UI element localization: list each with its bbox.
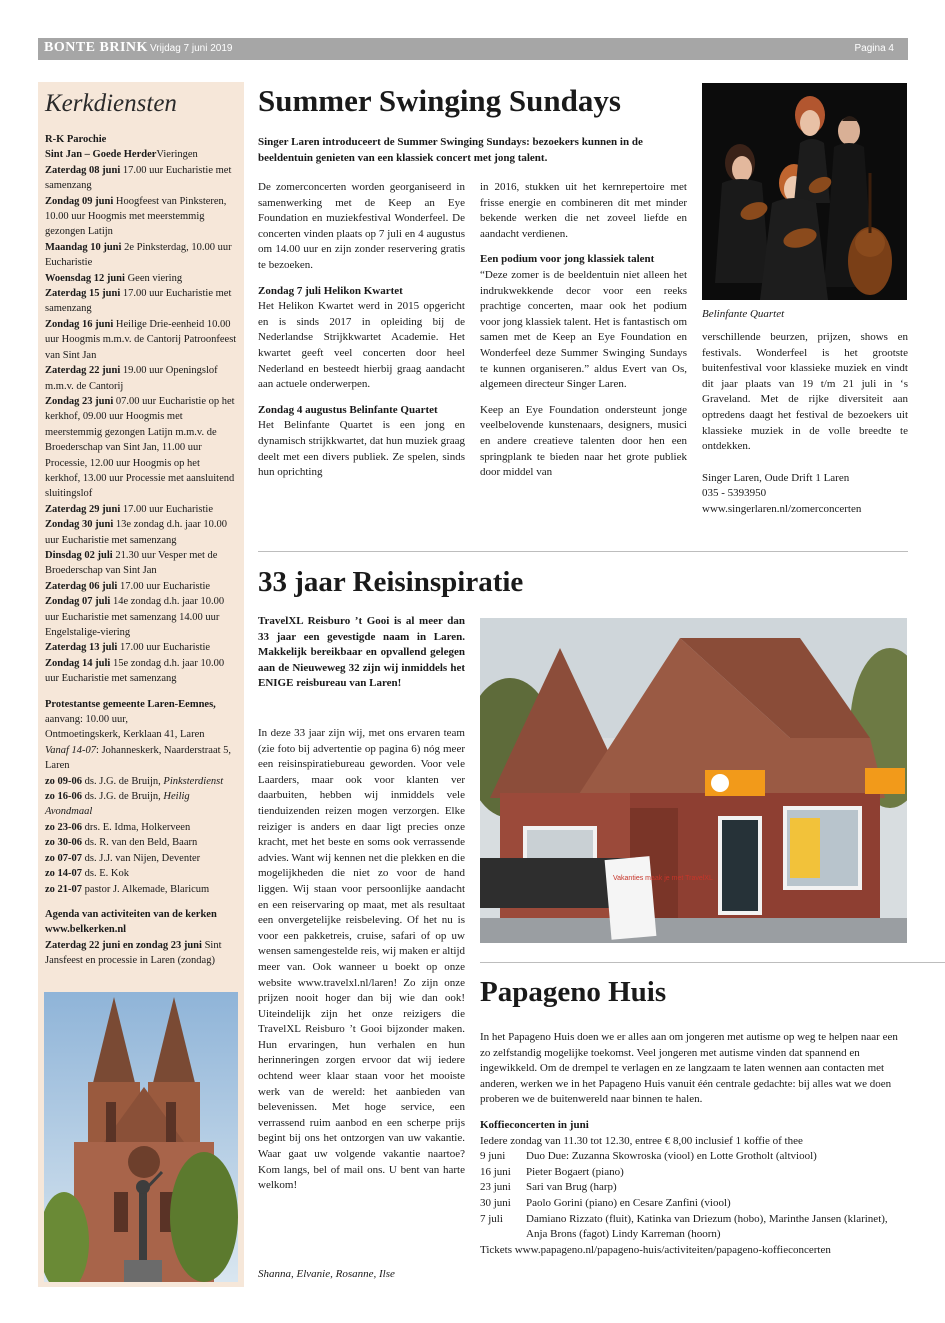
concert-row: [480, 1165, 908, 1181]
rk-service-text: 17.00 uur Eucharistie met samenzang: [45, 164, 232, 192]
rk-service-item: [45, 163, 237, 194]
rk-service-date: Woensdag 12 juni: [45, 272, 125, 284]
prot-service-list: [45, 774, 237, 897]
rk-service-item: [45, 240, 237, 271]
article2-lead: TravelXL Reisburo ’t Gooi is al meer dan 33 jaar een gevestigde naam in Laren. Makkelijk bereikbaar en opvallend gelegen aan de Nieuweweg 32 zijn wij inmiddels het ENIGE reisbureau van Laren!: [258, 615, 465, 690]
contact-block: [702, 471, 908, 518]
rk-service-item: [45, 517, 237, 548]
rk-service-date: Zaterdag 22 juni: [45, 365, 121, 377]
concert-list: [480, 1149, 908, 1243]
concert-date: 9 juni: [480, 1150, 506, 1163]
article1-paragraph-text: in 2016, stukken uit het kernrepertoire met frisse energie en combineren dit met minder bekende werken die net zoveel liefde en aandacht verdienen.: [480, 181, 687, 240]
rk-service-item: [45, 271, 237, 286]
article1-column-1: [258, 180, 465, 491]
prot-line: Ontmoetingskerk, Kerklaan 41, Laren: [45, 729, 205, 741]
church-photo: [44, 992, 238, 1282]
rk-heading: R-K Parochie: [45, 134, 107, 145]
rk-service-text: Hoogfeest van Pinksteren, 10.00 uur Hoogmis met meerstemmig gezongen Latijn: [45, 195, 227, 238]
prot-service-text: drs. E. Idma, Holkerveen: [82, 821, 191, 833]
rk-service-date: Zaterdag 08 juni: [45, 164, 121, 176]
article3-body: [480, 1030, 908, 1258]
prot-service-item: [45, 820, 237, 835]
prot-heading: Protestantse gemeente Laren-Eemnes,: [45, 698, 216, 710]
rk-service-item: [45, 502, 237, 517]
article3-title: Papageno Huis: [480, 976, 667, 1008]
prot-service-item: [45, 851, 237, 866]
rk-service-text: 17.00 uur Eucharistie: [117, 580, 211, 592]
rk-services: [45, 132, 237, 687]
rk-service-text: 2e Pinksterdag, 10.00 uur Eucharistie: [45, 241, 232, 269]
rk-service-item: [45, 394, 237, 502]
agenda-heading: Agenda van activiteiten van de kerken: [45, 908, 217, 920]
sidebar-title: Kerkdiensten: [45, 90, 177, 117]
rk-service-item: [45, 640, 237, 655]
rk-service-date: Zondag 09 juni: [45, 195, 114, 207]
article2-signature: Shanna, Elvanie, Rosanne, Ilse: [258, 1268, 395, 1280]
rk-service-date: Zondag 07 juli: [45, 596, 111, 608]
article1-lead: Singer Laren introduceert de Summer Swinging Sundays: bezoekers kunnen in de beeldentuin genieten van een klassiek concert met jong talent.: [258, 136, 643, 164]
article1-paragraph: [258, 284, 465, 393]
rk-service-item: [45, 286, 237, 317]
prot-service-date: zo 14-07: [45, 868, 83, 880]
rk-service-text: 17.00 uur Eucharistie: [120, 503, 213, 515]
concert-date: 23 juni: [480, 1181, 511, 1194]
article1-paragraph-text: Keep an Eye Foundation ondersteunt jonge veelbelovende kunstenaars, designers, musici en andere creatieve talenten door hen een springplank te bieden naar het grote publiek door middel van: [480, 403, 687, 479]
rk-service-item: [45, 594, 237, 640]
prot-service-text: pastor J. Alkemade, Blaricum: [82, 883, 210, 895]
concert-performers: Paolo Gorini (piano) en Cesare Zanfini (viool): [526, 1196, 731, 1209]
rk-service-date: Zondag 14 juli: [45, 657, 111, 669]
rk-service-item: [45, 363, 237, 394]
concert-date: 7 juli: [480, 1212, 503, 1225]
concert-date: 16 juni: [480, 1165, 511, 1178]
prot-service-date: zo 21-07: [45, 883, 83, 895]
protestant-services: [45, 697, 237, 897]
article1-subheading: Zondag 7 juli Helikon Kwartet: [258, 284, 403, 297]
agenda-block: [45, 907, 237, 969]
contact-address: Singer Laren, Oude Drift 1 Laren: [702, 471, 850, 484]
rk-service-date: Dinsdag 02 juli: [45, 549, 113, 561]
contact-phone: 035 - 5393950: [702, 487, 767, 500]
prot-service-item: [45, 835, 237, 850]
prot-service-note: Heilig Avondmaal: [45, 791, 190, 818]
concert-performers: Sari van Brug (harp): [526, 1181, 617, 1194]
rk-service-text: 19.00 uur Openingslof m.m.v. de Cantorij: [45, 365, 218, 392]
prot-service-note: Pinksterdienst: [163, 775, 224, 787]
rk-service-text: 17.00 uur Eucharistie: [117, 642, 211, 654]
rk-service-text: 13e zondag d.h. jaar 10.00 uur Eucharistie met samenzang: [45, 519, 227, 546]
rk-church-rest: Vieringen: [156, 149, 198, 161]
prot-service-date: zo 23-06: [45, 821, 83, 833]
concerts-heading: Koffieconcerten in juni: [480, 1118, 589, 1131]
article1-paragraph: [480, 252, 687, 392]
rk-service-item: [45, 579, 237, 594]
article2-body: In deze 33 jaar zijn wij, met ons ervaren team (zie foto bij advertentie op pagina 6) nóg meer een reisinspiratiebureau geworden. Voor vele Laarders, maar ook voor klanten ver daarbuiten, hebben wij inmiddels vele tienduizenden reizen mogen verzorgen. Elke reiziger is anders en daar ligt precies onze kracht, met het beste en soms ook verrassende advies. Want wij kennen net die plekken en die mogelijkheden die niet zo voor de hand liggen. Wij staan voor persoonlijke aandacht en een reiservaring op maat, met als resultaat een onvergetelijke reisbeleving. Of het nu is voor een pakketreis, cruise, safari of op uw wensen samengestelde reis, wij maken er altijd meer van. Ook wanneer u boekt op onze website www.travelxl.nl/laren! Zo zijn onze prijzen nooit hoger dan bij wie dan ook! Uiteindelijk zijn het onze reizigers die TravelXL Reisburo ’t Gooi bijzonder maken. Hun ervaringen, hun verhalen en hun herinneringen zorgen ervoor dat wij iedere ochtend weer klaar staan voor het mooiste werk van de wereld: het aanbieden van belevenissen. Met hoge service, een verrassend ruim aanbod en een scherpe prijs begint bij ons het ontzorgen van uw vakantie. Waar gaat uw volgende vakantie naartoe? Kom langs, bel of mail ons. U bent van harte welkom!: [258, 727, 465, 1192]
concert-row: [480, 1149, 908, 1165]
prot-service-text: ds. J.G. de Bruijn,: [82, 791, 164, 803]
prot-service-item: [45, 866, 237, 881]
concert-row: [480, 1212, 908, 1243]
prot-vanaf-text: : Johanneskerk, Naarderstraat 5, Laren: [45, 744, 232, 772]
photo-caption: Belinfante Quartet: [702, 308, 785, 320]
article1-subheading: Een podium voor jong klassiek talent: [480, 253, 655, 266]
rk-service-text: 14e zondag d.h. jaar 10.00 uur Eucharistie met samenzang 14.00 uur Engelstalige-viering: [45, 596, 225, 638]
article1-paragraph-text: “Deze zomer is de beeldentuin niet alleen het indrukwekkende decor voor een reeks prachtige concerten, maar ook het podium voor jong klassiek talent. Het is fantastisch om samen met de Keep an Eye Foundation en Wonderfeel deze Summer Swinging Sundays te kunnen organiseren.” aldus Evert van Os, algemeen directeur Singer Laren.: [480, 268, 687, 391]
article1-column-2: [480, 180, 687, 491]
shop-sign-text: Vakanties maak je met TravelXL: [613, 875, 713, 882]
article1-paragraph-text: Het Belinfante Quartet is een jong en dynamisch strijkkwartet, dat hun muziek graag deelt met een divers publiek. Ze spelen, sinds hun oprichting: [258, 419, 465, 479]
rk-service-text: 07.00 uur Eucharistie op het kerkhof, 09.00 uur Hoogmis met meerstemmig gezongen Latijn m.m.v. de Broederschap van Sint Jan, 11.00 uur Processie, 12.00 uur Hoogmis op het kerkhof, 13.00 uur Processie met aansluitend sluitingslof: [45, 395, 235, 500]
article1-paragraph-text: De zomerconcerten worden georganiseerd in samenwerking met de Keep an Eye Foundation en muziekfestival Wonderfeel. De concerten vinden plaats op 7 juli en 4 augustus om 14.00 uur en zijn zonder reservering gratis te bezoeken.: [258, 181, 465, 271]
rk-service-item: [45, 317, 237, 363]
agenda-item-text: Sint Jansfeest en processie in Laren (zondag): [45, 939, 222, 967]
concerts-intro: Iedere zondag van 11.30 tot 12.30, entree € 8,00 inclusief 1 koffie of thee: [480, 1134, 803, 1147]
article1-paragraph: [480, 403, 687, 481]
prot-service-text: ds. J.J. van Nijen, Deventer: [82, 852, 201, 864]
issue-date: Vrijdag 7 juni 2019: [150, 43, 233, 54]
prot-service-item: [45, 774, 237, 789]
article2-title: 33 jaar Reisinspiratie: [258, 566, 524, 598]
article1-column-3: [702, 330, 908, 518]
agenda-item-date: Zaterdag 22 juni en zondag 23 juni: [45, 939, 202, 951]
concert-performers: Damiano Rizzato (fluit), Katinka van Driezum (hobo), Marinthe Jansen (klarinet), Anja Brons (fagot) Lindy Karreman (hoorn): [526, 1212, 888, 1241]
article1-paragraph: [480, 180, 687, 242]
rk-service-item: [45, 548, 237, 579]
concert-row: [480, 1180, 908, 1196]
rk-service-date: Zondag 16 juni: [45, 318, 114, 330]
page-number: Pagina 4: [854, 43, 894, 54]
article1-col3-text: verschillende beurzen, prijzen, shows en festivals. Wonderfeel is het grootste buitenfestival voor klassieke muziek en vindt dit jaar plaats van 19 t/m 21 juli in ‘s Graveland. Met de rijke diversiteit aan optredens daagt het festival de bezoekers uit klassieke muziek in de volle breedte te ontdekken.: [702, 331, 908, 453]
rk-service-text: Geen viering: [124, 272, 183, 284]
rk-service-text: 17.00 uur Eucharistie met samenzang: [45, 288, 232, 315]
rk-service-text: 21.30 uur Vesper met de Broederschap van Sint Jan: [45, 549, 218, 577]
concert-performers: Duo Due: Zuzanna Skowroska (viool) en Lotte Grotholt (altviool): [526, 1150, 817, 1163]
prot-service-date: zo 16-06: [45, 791, 83, 803]
newspaper-name: BONTE BRINK: [44, 40, 148, 55]
article1-paragraph: [258, 403, 465, 481]
rk-church-name: Sint Jan – Goede Herder: [45, 149, 157, 161]
article1-paragraph-text: Het Helikon Kwartet werd in 2015 opgericht en is sinds 2017 in opleiding bij de Nederlandse Strijkkwartet Academie. Het kwartet geeft veel concerten door heel Nederland en besteedt hierbij graag aandacht aan actuele onderwerpen.: [258, 300, 465, 391]
article-divider: [480, 962, 945, 963]
agenda-url-link[interactable]: www.belkerken.nl: [45, 924, 127, 936]
prot-service-text: ds. J.G. de Bruijn,: [82, 775, 164, 787]
rk-service-date: Zondag 30 juni: [45, 519, 114, 531]
concert-row: [480, 1196, 908, 1212]
travelxl-shop-photo: [480, 618, 907, 943]
prot-service-text: ds. R. van den Beld, Baarn: [82, 837, 198, 849]
rk-service-item: [45, 194, 237, 240]
concert-performers: Pieter Bogaert (piano): [526, 1165, 624, 1178]
page-header-bar: [38, 38, 908, 60]
prot-service-item: [45, 789, 237, 820]
article1-paragraph: [258, 180, 465, 274]
rk-service-date: Zaterdag 29 juni: [45, 503, 121, 515]
prot-service-date: zo 30-06: [45, 837, 83, 849]
prot-service-item: [45, 882, 237, 897]
rk-church-line: [45, 147, 237, 162]
article3-intro: In het Papageno Huis doen we er alles aan om jongeren met autisme op weg te helpen naar een zo zelfstandig mogelijke toekomst. Veel jongeren met autisme vinden dat spannend en ingewikkeld. Om de drempel te verlagen en ze langzaam te laten wennen aan contacten met anderen, werken we in het Papageno Huis vanuit één centrale gedachte: bij alles wat we doen proberen we de buitenwereld naar binnen te halen.: [480, 1031, 898, 1106]
prot-service-date: zo 07-07: [45, 852, 83, 864]
tickets-link[interactable]: Tickets www.papageno.nl/papageno-huis/activiteiten/papageno-koffieconcerten: [480, 1243, 831, 1256]
article1-title: Summer Swinging Sundays: [258, 83, 621, 118]
prot-line: aanvang: 10.00 uur,: [45, 714, 128, 726]
rk-service-date: Zaterdag 06 juli: [45, 580, 118, 592]
prot-service-text: ds. E. Kok: [82, 868, 130, 880]
concert-date: 30 juni: [480, 1196, 511, 1209]
rk-service-text: Heilige Drie-eenheid 10.00 uur Hoogmis m.m.v. de Cantorij Patroonfeest van Sint Jan: [45, 318, 237, 361]
prot-service-date: zo 09-06: [45, 775, 83, 787]
article-divider: [258, 551, 908, 552]
rk-service-text: 15e zondag d.h. jaar 10.00 uur Eucharistie met samenzang: [45, 657, 225, 685]
contact-website-link[interactable]: www.singerlaren.nl/zomerconcerten: [702, 502, 862, 515]
rk-service-date: Maandag 10 juni: [45, 241, 122, 253]
prot-vanaf-line: [45, 743, 237, 774]
rk-service-date: Zaterdag 13 juli: [45, 642, 118, 654]
prot-vanaf-date: Vanaf 14-07: [45, 744, 97, 756]
rk-service-item: [45, 656, 237, 687]
belinfante-quartet-photo: [702, 83, 907, 300]
agenda-item: [45, 938, 237, 969]
rk-service-date: Zaterdag 15 juni: [45, 288, 121, 300]
rk-service-list: [45, 163, 237, 687]
rk-service-date: Zondag 23 juni: [45, 395, 114, 407]
kerkdiensten-sidebar: [38, 82, 244, 1287]
article1-subheading: Zondag 4 augustus Belinfante Quartet: [258, 403, 438, 416]
